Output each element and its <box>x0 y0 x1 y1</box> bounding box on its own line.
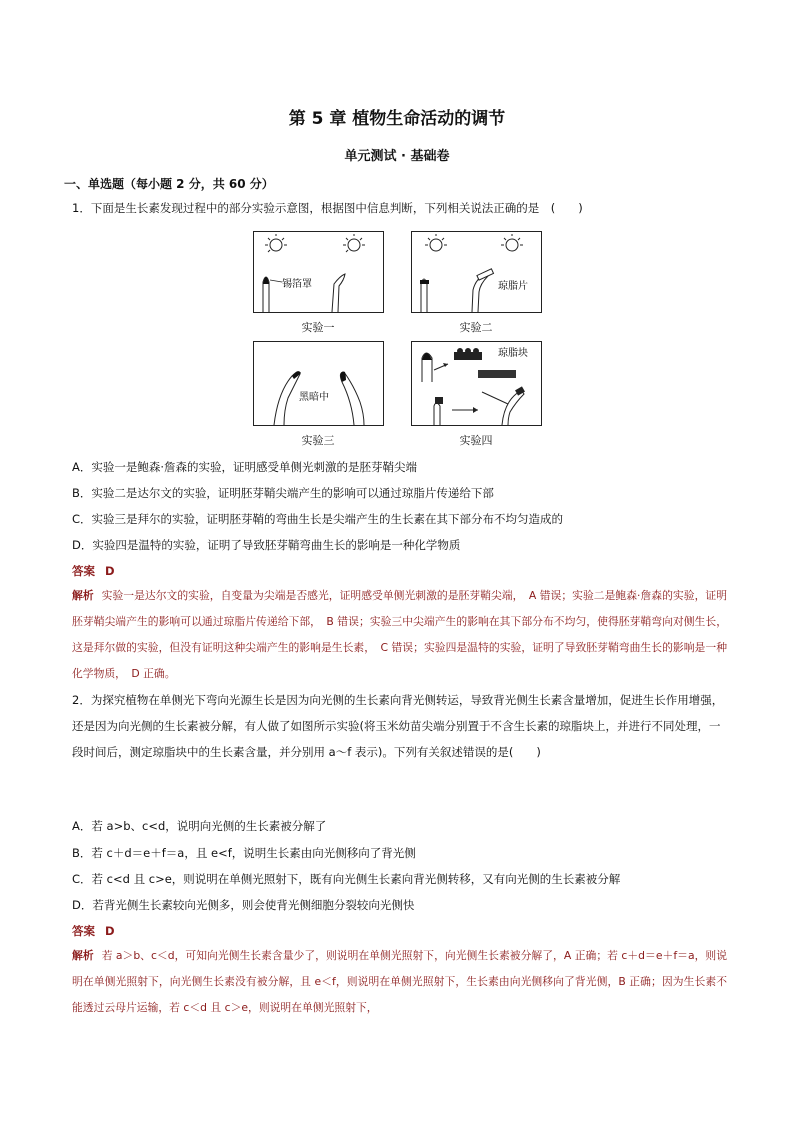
caption-experiment-3: 实验三 <box>301 434 335 447</box>
label-tin-foil-cap: 锡箔罩 <box>282 279 312 290</box>
experiment-3-panel <box>253 341 384 426</box>
experiment-1-drawing <box>254 232 383 312</box>
experiment-4-drawing <box>412 342 541 425</box>
question-2-option-d: D．若背光侧生长素较向光侧多，则会使背光侧细胞分裂较向光侧快 <box>72 898 415 912</box>
experiment-4-panel <box>411 341 542 426</box>
question-1-option-d: D．实验四是温特的实验，证明了导致胚芽鞘弯曲生长的影响是一种化学物质 <box>72 538 461 552</box>
experiment-3-drawing <box>254 342 383 425</box>
page-title: 第 5 章 植物生命活动的调节 <box>288 109 506 129</box>
question-2-answer <box>72 923 115 939</box>
experiment-1-panel <box>253 231 384 313</box>
question-2-stem: 2．为探究植物在单侧光下弯向光源生长是因为向光侧的生长素向背光侧转运，导致背光侧生长素含量增加，促进生长作用增强，还是因为向光侧的生长素被分解，有人做了如图所示实验(将玉米幼苗尖端分别置于不含生长素的琼脂块上，并进行不同处理，一段时间后，测定琼脂块中的生长素含量，并分别用 a～f 表示)。下列有关叙述错误的是( ) <box>72 693 724 759</box>
question-1-explanation <box>72 583 727 687</box>
question-1-option-a: A．实验一是鲍森·詹森的实验，证明感受单侧光刺激的是胚芽鞘尖端 <box>72 460 418 474</box>
explanation-text: 若 a＞b、c＜d，可知向光侧生长素含量少了，则说明在单侧光照射下，向光侧生长素被分解了，A 正确；若 c＋d＝e＋f＝a，则说明在单侧光照射下，向光侧生长素没有被分解，且 e＜f，则说明在单侧光照射下，生长素由向光侧移向了背光侧，B 正确；因为生长素不能透过云母片运输，若 c＜d 且 c＞e，则说明在单侧光照射下， <box>72 949 728 1014</box>
caption-experiment-1: 实验一 <box>301 321 335 334</box>
experiment-2-panel <box>411 231 542 313</box>
label-agar-block: 琼脂块 <box>498 348 528 359</box>
label-agar-sheet: 琼脂片 <box>498 281 528 292</box>
question-1-option-b: B．实验二是达尔文的实验，证明胚芽鞘尖端产生的影响可以通过琼脂片传递给下部 <box>72 486 494 500</box>
answer-label: 答案 <box>72 924 95 938</box>
question-1-stem: 1．下面是生长素发现过程中的部分实验示意图，根据图中信息判断，下列相关说法正确的是 ( ) <box>72 201 583 215</box>
question-2-option-b: B．若 c＋d＝e＋f＝a，且 e<f，说明生长素由向光侧移向了背光侧 <box>72 846 416 860</box>
experiment-2-drawing <box>412 232 541 312</box>
explanation-label: 解析 <box>72 949 94 962</box>
question-1-option-c: C．实验三是拜尔的实验，证明胚芽鞘的弯曲生长是尖端产生的生长素在其下部分布不均匀造成的 <box>72 512 564 526</box>
label-darkness: 黑暗中 <box>299 392 329 403</box>
question-2-explanation <box>72 943 727 1021</box>
page-subtitle: 单元测试 · 基础卷 <box>344 149 450 164</box>
caption-experiment-4: 实验四 <box>459 434 493 447</box>
explanation-text: 实验一是达尔文的实验，自变量为尖端是否感光，证明感受单侧光刺激的是胚芽鞘尖端， A 错误；实验二是鲍森·詹森的实验，证明胚芽鞘尖端产生的影响可以通过琼脂片传递给下部， B 错误；实验三中尖端产生的影响在其下部分布不均匀，使得胚芽鞘弯向对侧生长，这是拜尔做的实验，但没有证明这种尖端产生的影响是生长素， C 错误；实验四是温特的实验，证明了导致胚芽鞘弯曲生长的影响是一种化学物质， D 正确。 <box>72 589 727 680</box>
section-heading: 一、单选题（每小题 2 分，共 60 分） <box>64 177 274 191</box>
question-1-answer <box>72 563 115 579</box>
answer-value: D <box>105 564 115 578</box>
question-2-option-c: C．若 c<d 且 c>e，则说明在单侧光照射下，既有向光侧生长素向背光侧转移，又有向光侧的生长素被分解 <box>72 872 621 886</box>
explanation-label: 解析 <box>72 589 94 602</box>
answer-value: D <box>105 924 115 938</box>
answer-label: 答案 <box>72 564 95 578</box>
caption-experiment-2: 实验二 <box>459 321 493 334</box>
question-2-option-a: A．若 a>b、c<d，说明向光侧的生长素被分解了 <box>72 819 327 833</box>
